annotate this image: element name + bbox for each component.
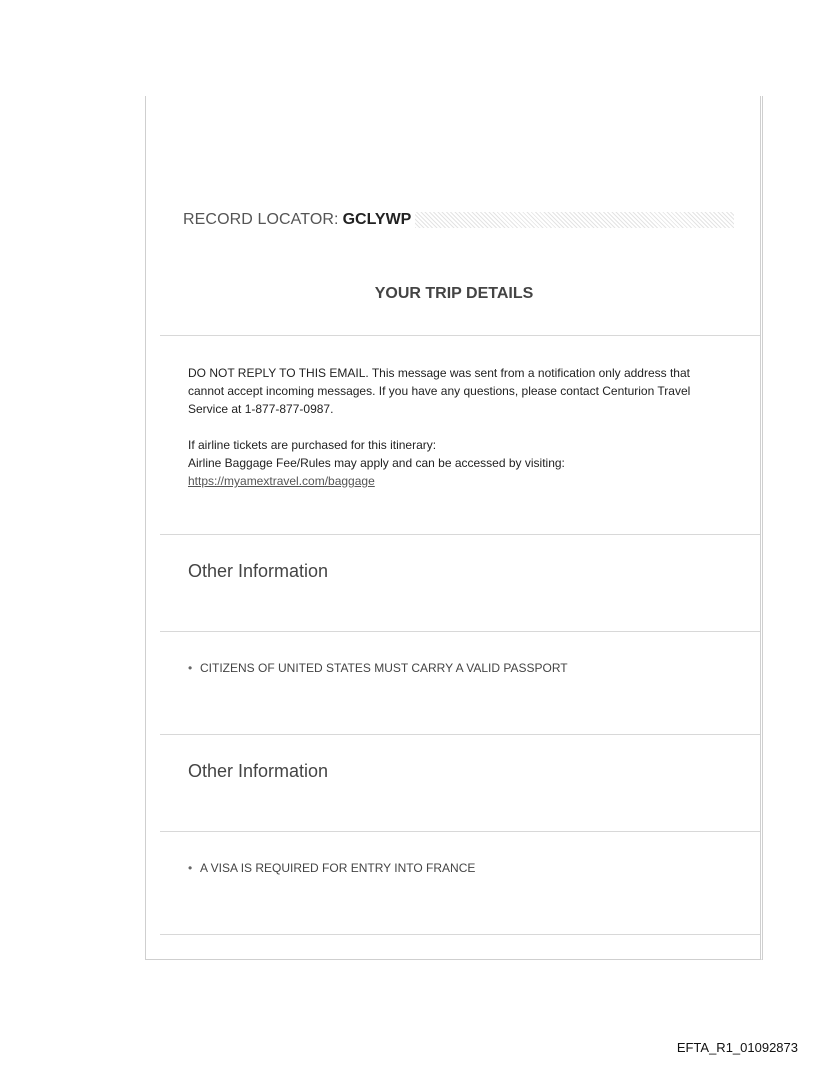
list-item: [188, 661, 568, 675]
divider: [160, 934, 760, 935]
bullet-icon: •: [188, 661, 193, 675]
bullet-icon: •: [188, 861, 193, 875]
baggage-link[interactable]: https://myamextravel.com/baggage: [188, 474, 375, 488]
divider: [160, 534, 760, 535]
divider: [160, 734, 760, 735]
record-locator-label: RECORD LOCATOR:: [183, 210, 339, 228]
notice-line-baggage: Airline Baggage Fee/Rules may apply and can be accessed by visiting:: [188, 456, 565, 470]
notice-paragraph: DO NOT REPLY TO THIS EMAIL. This message was sent from a notification only address that cannot accept incoming messages. If you have any questions, please contact Centurion Travel Service at 1-877-877-0987.: [188, 366, 691, 416]
notice-block: [188, 364, 728, 490]
section-heading-other-information: Other Information: [188, 761, 329, 781]
divider: [160, 831, 760, 832]
record-locator-code: GCLYWP: [342, 210, 412, 228]
trip-details-title: YOUR TRIP DETAILS: [374, 285, 534, 302]
document-id: EFTA_R1_01092873: [676, 1040, 798, 1055]
section-heading-other-information: Other Information: [188, 561, 329, 581]
notice-line-tickets: If airline tickets are purchased for this itinerary:: [188, 438, 437, 452]
divider: [160, 335, 760, 336]
record-locator: [183, 211, 734, 228]
list-item: [188, 861, 475, 875]
record-locator-band: [415, 212, 734, 228]
divider: [160, 631, 760, 632]
list-item-text: A VISA IS REQUIRED FOR ENTRY INTO FRANCE: [200, 861, 476, 875]
list-item-text: CITIZENS OF UNITED STATES MUST CARRY A VALID PASSPORT: [200, 661, 568, 675]
